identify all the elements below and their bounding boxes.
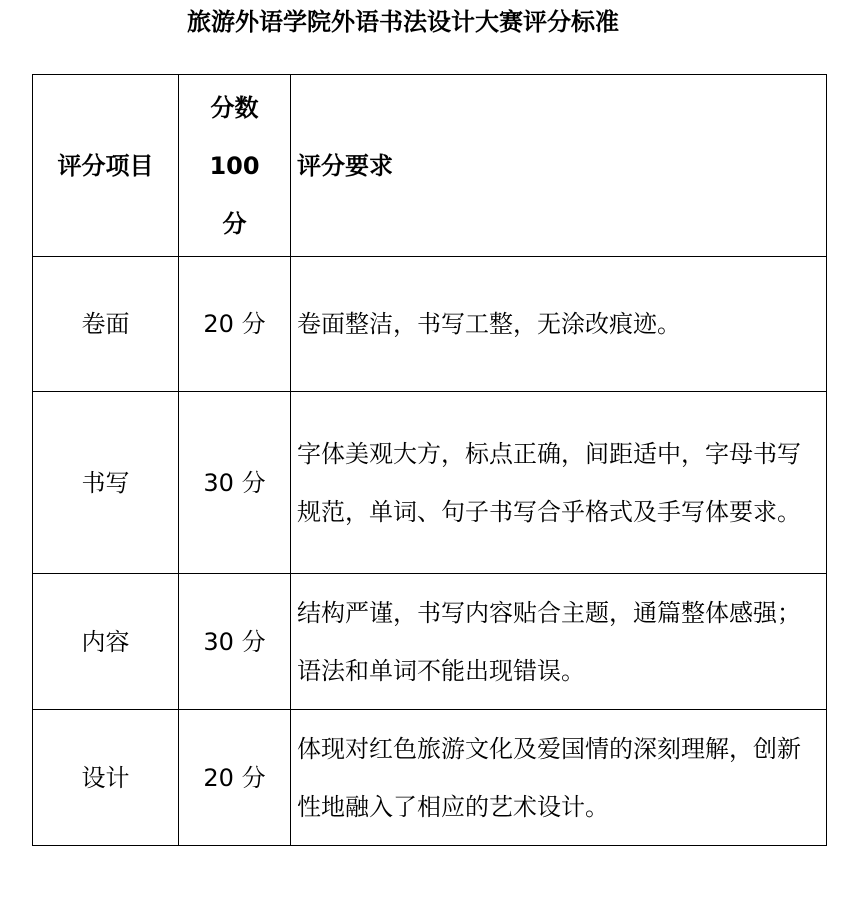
- header-requirement: 评分要求: [291, 75, 827, 257]
- row-requirement: 卷面整洁，书写工整，无涂改痕迹。: [291, 257, 827, 392]
- table-row: [33, 257, 827, 392]
- table-row: [33, 574, 827, 710]
- header-score-line2: 100: [209, 151, 260, 180]
- row-item: 设计: [33, 710, 179, 846]
- row-score: 20 分: [179, 710, 291, 846]
- row-score: 20 分: [179, 257, 291, 392]
- table-row: [33, 710, 827, 846]
- row-requirement: 体现对红色旅游文化及爱国情的深刻理解，创新性地融入了相应的艺术设计。: [291, 710, 827, 846]
- row-item: 卷面: [33, 257, 179, 392]
- table-row: [33, 392, 827, 574]
- table-header-row: [33, 75, 827, 257]
- document-title: 旅游外语学院外语书法设计大赛评分标准: [187, 8, 619, 36]
- header-item: 评分项目: [33, 75, 179, 257]
- row-score: 30 分: [179, 392, 291, 574]
- header-score-line3: 分: [222, 209, 247, 238]
- row-item: 书写: [33, 392, 179, 574]
- header-score-line1: 分数: [210, 93, 259, 122]
- row-item: 内容: [33, 574, 179, 710]
- header-score: [179, 75, 291, 257]
- row-requirement: 结构严谨，书写内容贴合主题，通篇整体感强；语法和单词不能出现错误。: [291, 574, 827, 710]
- scoring-table: [32, 74, 827, 846]
- row-score: 30 分: [179, 574, 291, 710]
- row-requirement: 字体美观大方，标点正确，间距适中，字母书写规范，单词、句子书写合乎格式及手写体要求。: [291, 392, 827, 574]
